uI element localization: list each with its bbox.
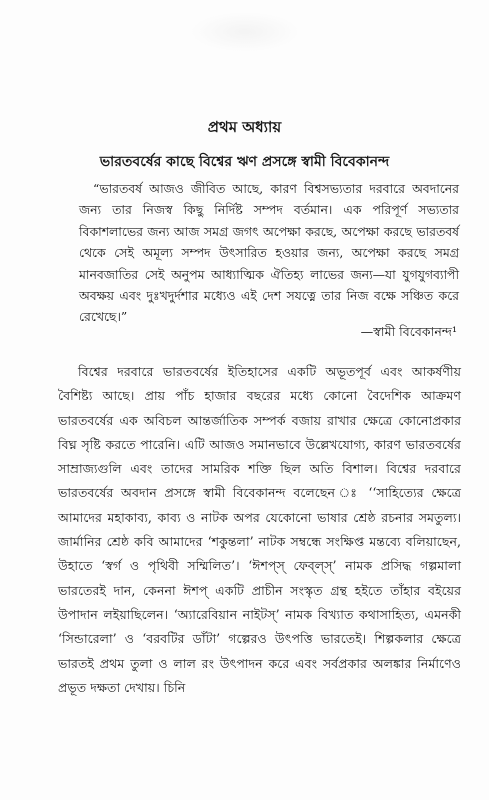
quote-attribution: —স্বামী বিবেকানন্দ¹ (360, 324, 457, 339)
quote-text: “ভারতবর্ষ আজও জীবিত আছে, কারণ বিশ্বসভ্যতার দরবারে অবদানের জন্য তার নিজস্ব কিছু নির্দিষ্ট সম্পদ বর্তমান। এক পরিপূর্ণ সভ্যতার বিকাশলাভের জন্য আজ সমগ্র জগৎ অপেক্ষা করছে, অপেক্ষা করছে ভারতবর্ষ থেকে সেই অমূল্য সম্পদ উৎসারিত হওয়ার জন্য, অপেক্ষা করছে সমগ্র মানবজাতির সেই অনুপম আধ্যাত্মিক ঐতিহ্য লাভের জন্য—যা যুগযুগব্যাপী অবক্ষয় এবং দুঃখদুর্দশার মধ্যেও এই দেশ সযত্নে তার নিজ বক্ষে সঞ্চিত করে রেখেছে।” (79, 181, 459, 325)
chapter-heading: প্রথম অধ্যায় (207, 118, 282, 136)
chapter-subtitle: ভারতবর্ষের কাছে বিশ্বের ঋণ প্রসঙ্গে স্বামী বিবেকানন্দ (99, 154, 390, 170)
body-paragraph: বিশ্বের দরবারে ভারতবর্ষের ইতিহাসের একটি অভূতপূর্ব এবং আকর্ষণীয় বৈশিষ্ট্য আছে। প্রায় পাঁচ হাজার বছরের মধ্যে কোনো বৈদেশিক আক্রমণ ভারতবর্ষের এক অবিচল আন্তর্জাতিক সম্পর্ক বজায় রাখার ক্ষেত্রে কোনোপ্রকার বিঘ্ন সৃষ্টি করতে পারেনি। এটি আজও সমানভাবে উল্লেখযোগ্য, কারণ ভারতবর্ষের সাম্রাজ্যগুলি এবং তাদের সামরিক শক্তি ছিল অতি বিশাল। বিশ্বের দরবারে ভারতবর্ষের অবদান প্রসঙ্গে স্বামী বিবেকানন্দ বলেছেন ঃ ‘‘সাহিত্যের ক্ষেত্রে আমাদের মহাকাব্য, কাব্য ও নাটক অপর যেকোনো ভাষার শ্রেষ্ঠ রচনার সমতুল্য। জার্মানির শ্রেষ্ঠ কবি আমাদের ‘শকুন্তলা’ নাটক সম্বন্ধে সংক্ষিপ্ত মন্তব্যে বলিয়াছেন, উহাতে ‘স্বর্গ ও পৃথিবী সম্মিলিত’। ‘ঈশপ্‌স্‌ ফেব্‌ল্‌স্‌’ নামক প্রসিদ্ধ গল্পমালা ভারতেরই দান, কেননা ঈশপ্‌ একটি প্রাচীন সংস্কৃত গ্রন্থ হইতে তাঁহার বইয়ের উপাদান লইয়াছিলেন। ‘অ্যারেবিয়ান নাইটস্‌’ নামক বিখ্যাত কথাসাহিত্য, এমনকী ‘সিন্ডারেলা’ ও ‘বরবটির ডাঁটা’ গল্পেরও উৎপত্তি ভারতেই। শিল্পকলার ক্ষেত্রে ভারতই প্রথম তুলা ও লাল রং উৎপাদন করে এবং সর্বপ্রকার অলঙ্কার নির্মাণেও প্রভূত দক্ষতা দেখায়। চিনি (58, 364, 461, 695)
faint-ornament-mark (190, 12, 300, 52)
body-text (58, 360, 461, 700)
epigraph-quote (79, 178, 459, 328)
